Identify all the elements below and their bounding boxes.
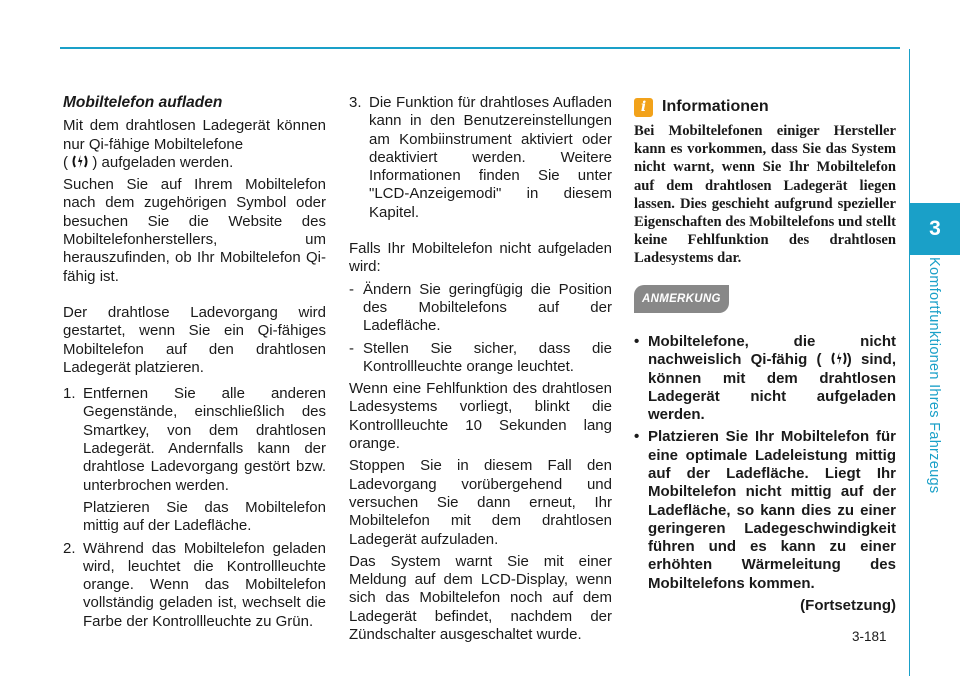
page-number: 3-181 xyxy=(852,629,887,644)
step-text: Die Funktion für drahtloses Aufladen kann in den Benutzereinstellungen am Kombiinstrument aktiviert oder deaktiviert werden. Weitere Informationen finden Sie unter "LCD-Anzeigemodi" in diesem Kapitel. xyxy=(369,94,612,221)
step-text: Während das Mobiltelefon geladen wird, leuchtet die Kontrollleuchte orange. Wenn das Mobiltelefon vollständig geladen ist, wechselt die Farbe der Kontrollleuchte zu Grün. xyxy=(83,539,326,630)
paragraph-text: ) aufgeladen werden. xyxy=(92,153,234,171)
dash-text: Ändern Sie geringfügig die Position des Mobiltelefons auf der Ladefläche. xyxy=(363,280,612,335)
list-item xyxy=(349,281,612,336)
bullet-text-part: Mobiltelefone, die nicht nachweislich Qi-fähig ( xyxy=(648,332,896,369)
bullet-marker: • xyxy=(634,332,640,350)
header-rule xyxy=(60,47,900,49)
dash-marker: - xyxy=(349,280,354,298)
step-number: 1. xyxy=(63,385,76,403)
chapter-tab: 3 xyxy=(910,203,960,255)
column-left xyxy=(63,94,326,631)
step-number: 2. xyxy=(63,539,76,557)
bullet-text xyxy=(648,333,896,424)
info-title: Informationen xyxy=(662,98,769,116)
step-text: Entfernen Sie alle anderen Gegenstände, einschließlich des Smartkey, von dem drahtlosen Ladegerät. Andernfalls kann der drahtlose Ladevorgang gestört bzw. unterbrochen werden. xyxy=(83,385,326,494)
dash-marker: - xyxy=(349,339,354,357)
section-heading: Mobiltelefon aufladen xyxy=(63,94,223,111)
list-item xyxy=(634,428,896,593)
qi-wireless-charging-icon xyxy=(831,351,847,366)
info-icon: i xyxy=(634,98,653,117)
paren-open: ( xyxy=(63,153,68,171)
list-item xyxy=(634,333,896,424)
qi-wireless-charging-icon xyxy=(72,154,88,169)
bullet-text-part: ) sind, können mit dem drahtlosen Ladegerät nicht aufgeladen werden. xyxy=(648,351,897,424)
bullet-marker: • xyxy=(634,428,640,446)
list-item xyxy=(63,540,326,631)
list-item xyxy=(349,340,612,377)
info-body: Bei Mobiltelefonen einiger Hersteller kann es vorkommen, dass Sie das System nicht warnt, wenn Sie Ihr Mobiltelefon auf dem drahtlosen Ladegerät liegen lassen. Dies geschieht aufgrund spezieller Eigenschaften des Mobiltelefons und stellt keine Fehlfunktion des drahtlosen Ladesystems dar. xyxy=(634,123,896,267)
paragraph-not-charging: Falls Ihr Mobiltelefon nicht aufgeladen wird: xyxy=(349,240,612,276)
continued-label: (Fortsetzung) xyxy=(800,597,896,615)
paragraph-malfunction: Wenn eine Fehlfunktion des drahtlosen Ladesystems vorliegt, blinkt die Kontrollleuchte 10 Sekunden lang orange. xyxy=(349,380,612,453)
column-right xyxy=(634,98,896,615)
paragraph-start: Der drahtlose Ladevorgang wird gestartet, wenn Sie ein Qi-fähiges Mobiltelefon auf den drahtlosen Ladegerät platzieren. xyxy=(63,303,326,376)
step-number: 3. xyxy=(349,94,362,111)
sidebar-rule xyxy=(909,49,910,676)
paragraph-search: Suchen Sie auf Ihrem Mobiltelefon nach dem zugehörigen Symbol oder besuchen Sie die Website des Mobiltelefonherstellers, um herauszufinden, ob Ihr Mobiltelefon Qi-fähig ist. xyxy=(63,176,326,285)
dash-text: Stellen Sie sicher, dass die Kontrollleuchte orange leuchtet. xyxy=(363,339,612,375)
chapter-title: Komfortfunktionen Ihres Fahrzeugs xyxy=(926,257,942,494)
step-subtext: Platzieren Sie das Mobiltelefon mittig auf der Ladefläche. xyxy=(83,498,326,535)
paragraph-qi-compat xyxy=(63,117,326,172)
paragraph-text: Mit dem drahtlosen Ladegerät können nur Qi-fähige Mobiltelefone xyxy=(63,117,326,153)
list-item xyxy=(349,94,612,222)
list-item xyxy=(63,385,326,495)
bullet-text: Platzieren Sie Ihr Mobiltelefon für eine optimale Ladeleistung mittig auf der Ladefläche. Liegt Ihr Mobiltelefon nicht mittig auf der Ladefläche, so kann dies zu einer geringeren Ladegeschwindigkeit führen und es kann zu einer erhöhten Wärmeleitung des Mobiltelefons kommen. xyxy=(648,428,896,592)
column-middle xyxy=(349,94,612,644)
info-header xyxy=(634,98,896,117)
paragraph-warning: Das System warnt Sie mit einer Meldung auf dem LCD-Display, wenn sich das Mobiltelefon noch auf dem Ladegerät befindet, nachdem der Zündschalter ausgeschaltet wurde. xyxy=(349,552,612,644)
note-badge: ANMERKUNG xyxy=(634,285,729,313)
paragraph-stop: Stoppen Sie in diesem Fall den Ladevorgang vorübergehend und versuchen Sie dann erneut, Ihr Mobiltelefon mit dem drahtlosen Ladegerät aufzuladen. xyxy=(349,457,612,548)
